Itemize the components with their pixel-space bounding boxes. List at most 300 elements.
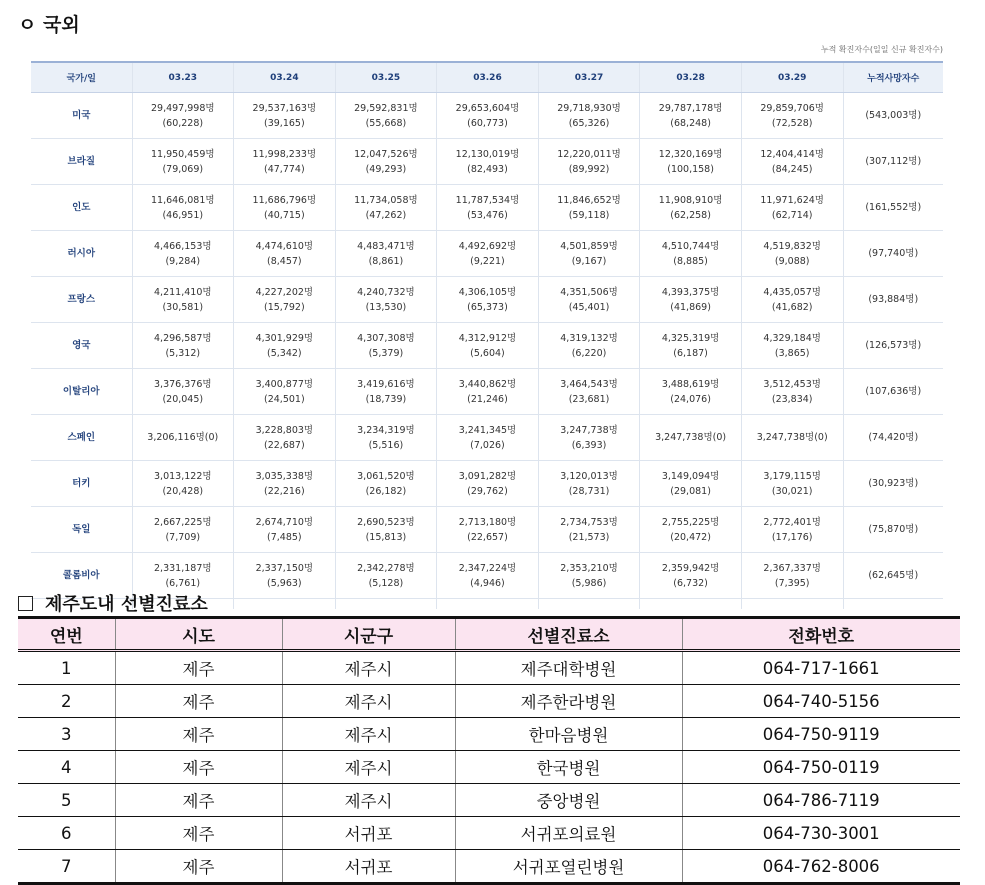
case-count-cell xyxy=(538,231,640,277)
case-count-cell xyxy=(132,461,234,507)
phone-cell: 064-730-3001 xyxy=(682,817,960,850)
daily-new-cases: (29,081) xyxy=(670,485,711,497)
cumulative-cases: 4,312,912명 xyxy=(458,332,517,344)
case-count-cell xyxy=(335,323,437,369)
district-cell: 서귀포 xyxy=(282,850,455,884)
covid-header-cell: 03.28 xyxy=(640,62,742,93)
table-row xyxy=(18,751,960,784)
cumulative-cases: 4,483,471명 xyxy=(357,240,415,252)
daily-new-cases: (55,668) xyxy=(365,117,407,129)
case-count-cell xyxy=(234,139,336,185)
case-count-cell xyxy=(640,507,742,553)
cumulative-cases: 2,713,180명 xyxy=(458,516,517,528)
table-row xyxy=(31,415,943,461)
cumulative-cases: 11,971,624명 xyxy=(760,194,824,206)
seq-cell: 5 xyxy=(18,784,115,817)
cumulative-cases: 3,120,013명 xyxy=(560,470,618,482)
cumulative-cases: 3,035,338명 xyxy=(255,470,314,482)
case-count-cell xyxy=(234,507,336,553)
deaths-cell: (75,870명) xyxy=(843,507,943,553)
country-cell: 인도 xyxy=(31,185,132,231)
case-count-cell xyxy=(640,369,742,415)
phone-cell: 064-750-0119 xyxy=(682,751,960,784)
case-count-cell xyxy=(741,93,843,139)
covid-header-cell: 03.23 xyxy=(132,62,234,93)
daily-new-cases: (21,573) xyxy=(568,531,610,543)
covid-header-cell: 03.27 xyxy=(538,62,640,93)
case-count-cell xyxy=(741,553,843,599)
daily-new-cases: (23,681) xyxy=(568,393,610,405)
cumulative-cases: 4,325,319명 xyxy=(661,332,720,344)
daily-new-cases: (53,476) xyxy=(467,209,508,221)
daily-new-cases: (40,715) xyxy=(264,209,305,221)
daily-new-cases: (18,739) xyxy=(365,393,407,405)
case-count-cell xyxy=(437,415,539,461)
empty-cell xyxy=(538,599,640,610)
case-count-cell xyxy=(234,277,336,323)
table-row xyxy=(31,185,943,231)
case-count-cell xyxy=(437,553,539,599)
empty-cell xyxy=(437,599,539,610)
clinic-name-cell: 한마음병원 xyxy=(455,718,682,751)
cumulative-cases: 3,061,520명 xyxy=(357,470,415,482)
province-cell: 제주 xyxy=(115,751,282,784)
cumulative-cases: 3,228,803명 xyxy=(255,424,314,436)
country-cell: 미국 xyxy=(31,93,132,139)
cumulative-cases: 2,331,187명 xyxy=(154,562,212,574)
clinic-header-cell: 연번 xyxy=(18,618,115,651)
case-count-cell xyxy=(437,231,539,277)
seq-cell: 7 xyxy=(18,850,115,884)
deaths-cell: (107,636명) xyxy=(843,369,943,415)
case-count-cell xyxy=(640,277,742,323)
case-count-cell xyxy=(640,185,742,231)
case-count-cell xyxy=(437,93,539,139)
case-count-cell xyxy=(437,185,539,231)
cumulative-cases: 3,206,116명(0) xyxy=(147,432,219,443)
daily-new-cases: (62,258) xyxy=(670,209,711,221)
daily-new-cases: (49,293) xyxy=(365,163,407,175)
cumulative-cases: 4,519,832명 xyxy=(763,240,821,252)
case-count-cell xyxy=(335,507,437,553)
case-count-cell xyxy=(437,323,539,369)
daily-new-cases: (15,813) xyxy=(365,531,407,543)
cumulative-cases: 3,149,094명 xyxy=(661,470,720,482)
overseas-section-title: ㅇ 국외 xyxy=(18,14,80,36)
case-count-cell xyxy=(640,93,742,139)
daily-new-cases: (79,069) xyxy=(162,163,204,175)
country-cell: 터키 xyxy=(31,461,132,507)
daily-new-cases: (26,182) xyxy=(365,485,407,497)
daily-new-cases: (5,312) xyxy=(165,347,201,359)
case-count-cell xyxy=(234,323,336,369)
clinic-name-cell: 서귀포의료원 xyxy=(455,817,682,850)
phone-cell: 064-740-5156 xyxy=(682,685,960,718)
case-count-cell xyxy=(132,185,234,231)
case-count-cell xyxy=(741,277,843,323)
daily-new-cases: (22,657) xyxy=(467,531,508,543)
cumulative-cases: 11,950,459명 xyxy=(150,148,215,160)
case-count-cell xyxy=(538,369,640,415)
deaths-cell: (74,420명) xyxy=(843,415,943,461)
table-row xyxy=(18,817,960,850)
daily-new-cases: (29,762) xyxy=(467,485,508,497)
country-cell: 독일 xyxy=(31,507,132,553)
cumulative-cases: 2,690,523명 xyxy=(357,516,415,528)
table-row xyxy=(18,784,960,817)
case-count-cell xyxy=(741,185,843,231)
case-count-cell xyxy=(640,323,742,369)
daily-new-cases: (6,732) xyxy=(673,577,708,589)
case-count-cell xyxy=(741,139,843,185)
cumulative-cases: 4,466,153명 xyxy=(154,240,212,252)
daily-new-cases: (89,992) xyxy=(568,163,610,175)
daily-new-cases: (5,516) xyxy=(368,439,404,451)
cumulative-cases: 2,755,225명 xyxy=(661,516,720,528)
case-count-cell xyxy=(132,277,234,323)
case-count-cell xyxy=(234,415,336,461)
cumulative-cases: 12,320,169명 xyxy=(658,148,723,160)
daily-new-cases: (7,026) xyxy=(470,439,505,451)
seq-cell: 4 xyxy=(18,751,115,784)
daily-new-cases: (5,963) xyxy=(267,577,302,589)
clinic-header-cell: 선별진료소 xyxy=(455,618,682,651)
cumulative-cases: 3,400,877명 xyxy=(255,378,314,390)
cumulative-cases: 3,419,616명 xyxy=(357,378,415,390)
table-row xyxy=(31,139,943,185)
case-count-cell xyxy=(538,507,640,553)
cumulative-cases: 2,674,710명 xyxy=(255,516,314,528)
case-count-cell xyxy=(741,415,843,461)
empty-cell xyxy=(741,599,843,610)
table-row xyxy=(31,369,943,415)
daily-new-cases: (13,530) xyxy=(365,301,407,313)
daily-new-cases: (5,986) xyxy=(571,577,607,589)
covid-header-cell: 누적사망자수 xyxy=(843,62,943,93)
province-cell: 제주 xyxy=(115,651,282,685)
case-count-cell xyxy=(538,93,640,139)
checkbox-square-icon xyxy=(18,596,33,611)
daily-new-cases: (72,528) xyxy=(771,117,813,129)
daily-new-cases: (6,220) xyxy=(571,347,607,359)
empty-cell xyxy=(640,599,742,610)
case-count-cell xyxy=(538,323,640,369)
cumulative-cases: 3,464,543명 xyxy=(560,378,618,390)
daily-new-cases: (15,792) xyxy=(264,301,305,313)
case-count-cell xyxy=(132,369,234,415)
cumulative-cases: 4,301,929명 xyxy=(255,332,314,344)
daily-new-cases: (47,774) xyxy=(264,163,305,175)
table-row xyxy=(31,323,943,369)
daily-new-cases: (21,246) xyxy=(467,393,508,405)
daily-new-cases: (45,401) xyxy=(568,301,610,313)
case-count-cell xyxy=(234,185,336,231)
case-count-cell xyxy=(538,461,640,507)
table-row xyxy=(31,277,943,323)
cumulative-cases: 29,787,178명 xyxy=(658,102,723,114)
cumulative-cases: 11,998,233명 xyxy=(252,148,317,160)
phone-cell: 064-762-8006 xyxy=(682,850,960,884)
cumulative-cases: 3,091,282명 xyxy=(458,470,517,482)
cumulative-cases: 4,501,859명 xyxy=(560,240,618,252)
daily-new-cases: (5,604) xyxy=(470,347,505,359)
cumulative-cases: 29,537,163명 xyxy=(252,102,317,114)
daily-new-cases: (28,731) xyxy=(568,485,610,497)
case-count-cell xyxy=(335,93,437,139)
case-count-cell xyxy=(234,93,336,139)
cumulative-cases: 11,908,910명 xyxy=(658,194,723,206)
deaths-cell: (93,884명) xyxy=(843,277,943,323)
daily-new-cases: (100,158) xyxy=(667,163,714,175)
daily-new-cases: (20,428) xyxy=(162,485,204,497)
case-count-cell xyxy=(132,139,234,185)
daily-new-cases: (5,379) xyxy=(368,347,404,359)
clinic-table xyxy=(18,616,960,885)
case-count-cell xyxy=(234,461,336,507)
clinic-header-cell: 시군구 xyxy=(282,618,455,651)
case-count-cell xyxy=(335,185,437,231)
daily-new-cases: (39,165) xyxy=(264,117,305,129)
clinic-section-title-text: 제주도내 선별진료소 xyxy=(45,594,208,615)
empty-cell xyxy=(843,599,943,610)
daily-new-cases: (20,472) xyxy=(670,531,711,543)
case-count-cell xyxy=(538,415,640,461)
cumulative-cases: 11,846,652명 xyxy=(557,194,621,206)
cumulative-cases: 4,307,308명 xyxy=(357,332,415,344)
daily-new-cases: (23,834) xyxy=(771,393,813,405)
daily-new-cases: (24,076) xyxy=(670,393,711,405)
table-row xyxy=(18,850,960,884)
seq-cell: 2 xyxy=(18,685,115,718)
daily-new-cases: (8,861) xyxy=(368,255,404,267)
cumulative-cases: 4,296,587명 xyxy=(154,332,212,344)
daily-new-cases: (62,714) xyxy=(771,209,813,221)
cumulative-cases: 4,435,057명 xyxy=(763,286,821,298)
case-count-cell xyxy=(335,369,437,415)
case-count-cell xyxy=(234,369,336,415)
case-count-cell xyxy=(437,507,539,553)
daily-new-cases: (41,682) xyxy=(771,301,813,313)
empty-cell xyxy=(335,599,437,610)
province-cell: 제주 xyxy=(115,817,282,850)
district-cell: 서귀포 xyxy=(282,817,455,850)
daily-new-cases: (6,761) xyxy=(165,577,201,589)
case-count-cell xyxy=(132,231,234,277)
country-cell: 프랑스 xyxy=(31,277,132,323)
cumulative-cases: 12,404,414명 xyxy=(760,148,824,160)
daily-new-cases: (24,501) xyxy=(264,393,305,405)
deaths-cell: (161,552명) xyxy=(843,185,943,231)
cumulative-cases: 4,211,410명 xyxy=(154,286,212,298)
daily-new-cases: (5,342) xyxy=(267,347,302,359)
country-cell: 러시아 xyxy=(31,231,132,277)
cumulative-cases: 2,353,210명 xyxy=(560,562,618,574)
covid-header-cell: 03.29 xyxy=(741,62,843,93)
seq-cell: 6 xyxy=(18,817,115,850)
cumulative-cases: 3,247,738명(0) xyxy=(756,432,828,443)
case-count-cell xyxy=(741,369,843,415)
case-count-cell xyxy=(437,277,539,323)
cumulative-cases: 4,393,375명 xyxy=(661,286,720,298)
daily-new-cases: (9,221) xyxy=(470,255,505,267)
case-count-cell xyxy=(538,139,640,185)
cumulative-cases: 2,367,337명 xyxy=(763,562,821,574)
cumulative-cases: 2,342,278명 xyxy=(357,562,415,574)
daily-new-cases: (30,581) xyxy=(162,301,204,313)
cumulative-cases: 29,592,831명 xyxy=(354,102,418,114)
cumulative-cases: 3,247,738명 xyxy=(560,424,618,436)
daily-new-cases: (60,228) xyxy=(162,117,204,129)
cumulative-cases: 29,718,930명 xyxy=(557,102,621,114)
deaths-cell: (543,003명) xyxy=(843,93,943,139)
daily-new-cases: (82,493) xyxy=(467,163,508,175)
daily-new-cases: (3,865) xyxy=(774,347,810,359)
district-cell: 제주시 xyxy=(282,751,455,784)
daily-new-cases: (30,021) xyxy=(771,485,813,497)
table-row xyxy=(31,93,943,139)
daily-new-cases: (22,687) xyxy=(264,439,305,451)
case-count-cell xyxy=(335,277,437,323)
daily-new-cases: (6,187) xyxy=(673,347,708,359)
district-cell: 제주시 xyxy=(282,784,455,817)
daily-new-cases: (41,869) xyxy=(670,301,711,313)
daily-new-cases: (8,885) xyxy=(673,255,708,267)
district-cell: 제주시 xyxy=(282,651,455,685)
phone-cell: 064-717-1661 xyxy=(682,651,960,685)
province-cell: 제주 xyxy=(115,784,282,817)
cumulative-cases: 3,512,453명 xyxy=(763,378,821,390)
cumulative-cases: 11,686,796명 xyxy=(252,194,317,206)
phone-cell: 064-786-7119 xyxy=(682,784,960,817)
cumulative-cases: 3,488,619명 xyxy=(661,378,720,390)
table-note: 누적 확진자수(일일 신규 확진자수) xyxy=(820,45,943,54)
cumulative-cases: 4,319,132명 xyxy=(560,332,618,344)
covid-header-cell: 03.24 xyxy=(234,62,336,93)
table-row xyxy=(18,685,960,718)
table-row xyxy=(18,718,960,751)
cumulative-cases: 11,787,534명 xyxy=(455,194,520,206)
cumulative-cases: 2,772,401명 xyxy=(763,516,821,528)
case-count-cell xyxy=(538,277,640,323)
table-row xyxy=(31,507,943,553)
case-count-cell xyxy=(132,323,234,369)
case-count-cell xyxy=(640,415,742,461)
country-cell: 영국 xyxy=(31,323,132,369)
deaths-cell: (307,112명) xyxy=(843,139,943,185)
cumulative-cases: 4,492,692명 xyxy=(458,240,517,252)
case-count-cell xyxy=(132,93,234,139)
cumulative-cases: 3,247,738명(0) xyxy=(655,432,727,443)
clinic-name-cell: 제주대학병원 xyxy=(455,651,682,685)
daily-new-cases: (65,373) xyxy=(467,301,508,313)
cumulative-cases: 3,234,319명 xyxy=(357,424,415,436)
cumulative-cases: 2,734,753명 xyxy=(560,516,618,528)
clinic-section-title xyxy=(18,590,208,616)
cumulative-cases: 4,351,506명 xyxy=(560,286,618,298)
table-row xyxy=(18,651,960,685)
cumulative-cases: 4,510,744명 xyxy=(661,240,720,252)
cumulative-cases: 12,047,526명 xyxy=(354,148,418,160)
case-count-cell xyxy=(335,553,437,599)
daily-new-cases: (17,176) xyxy=(771,531,813,543)
case-count-cell xyxy=(437,461,539,507)
district-cell: 제주시 xyxy=(282,718,455,751)
country-cell: 콜롬비아 xyxy=(31,553,132,599)
daily-new-cases: (84,245) xyxy=(771,163,813,175)
case-count-cell xyxy=(132,415,234,461)
cumulative-cases: 2,667,225명 xyxy=(154,516,212,528)
case-count-cell xyxy=(538,553,640,599)
case-count-cell xyxy=(335,231,437,277)
empty-cell xyxy=(234,599,336,610)
case-count-cell xyxy=(234,231,336,277)
case-count-cell xyxy=(335,461,437,507)
overseas-cases-table xyxy=(31,61,943,609)
case-count-cell xyxy=(437,139,539,185)
daily-new-cases: (22,216) xyxy=(264,485,305,497)
case-count-cell xyxy=(234,553,336,599)
case-count-cell xyxy=(132,507,234,553)
case-count-cell xyxy=(741,323,843,369)
daily-new-cases: (60,773) xyxy=(467,117,508,129)
country-cell: 브라질 xyxy=(31,139,132,185)
daily-new-cases: (7,709) xyxy=(165,531,201,543)
clinic-header-cell: 시도 xyxy=(115,618,282,651)
case-count-cell xyxy=(741,231,843,277)
cumulative-cases: 4,474,610명 xyxy=(255,240,314,252)
clinic-name-cell: 중앙병원 xyxy=(455,784,682,817)
cumulative-cases: 3,440,862명 xyxy=(458,378,517,390)
covid-header-cell: 03.26 xyxy=(437,62,539,93)
clinic-name-cell: 서귀포열린병원 xyxy=(455,850,682,884)
cumulative-cases: 4,227,202명 xyxy=(255,286,314,298)
case-count-cell xyxy=(640,461,742,507)
case-count-cell xyxy=(741,507,843,553)
cumulative-cases: 3,241,345명 xyxy=(458,424,517,436)
daily-new-cases: (9,284) xyxy=(165,255,201,267)
daily-new-cases: (65,326) xyxy=(568,117,610,129)
cumulative-cases: 11,646,081명 xyxy=(150,194,215,206)
province-cell: 제주 xyxy=(115,718,282,751)
daily-new-cases: (20,045) xyxy=(162,393,204,405)
seq-cell: 3 xyxy=(18,718,115,751)
clinic-name-cell: 한국병원 xyxy=(455,751,682,784)
case-count-cell xyxy=(741,461,843,507)
cumulative-cases: 12,130,019명 xyxy=(455,148,520,160)
case-count-cell xyxy=(335,139,437,185)
case-count-cell xyxy=(640,139,742,185)
deaths-cell: (30,923명) xyxy=(843,461,943,507)
daily-new-cases: (8,457) xyxy=(267,255,302,267)
deaths-cell: (126,573명) xyxy=(843,323,943,369)
covid-header-cell: 03.25 xyxy=(335,62,437,93)
daily-new-cases: (47,262) xyxy=(365,209,407,221)
province-cell: 제주 xyxy=(115,685,282,718)
table-row xyxy=(31,461,943,507)
phone-cell: 064-750-9119 xyxy=(682,718,960,751)
cumulative-cases: 29,497,998명 xyxy=(150,102,215,114)
case-count-cell xyxy=(640,553,742,599)
cumulative-cases: 3,179,115명 xyxy=(763,470,821,482)
case-count-cell xyxy=(437,369,539,415)
seq-cell: 1 xyxy=(18,651,115,685)
deaths-cell: (97,740명) xyxy=(843,231,943,277)
cumulative-cases: 3,376,376명 xyxy=(154,378,212,390)
daily-new-cases: (5,128) xyxy=(368,577,404,589)
case-count-cell xyxy=(640,231,742,277)
table-row xyxy=(31,231,943,277)
case-count-cell xyxy=(335,415,437,461)
